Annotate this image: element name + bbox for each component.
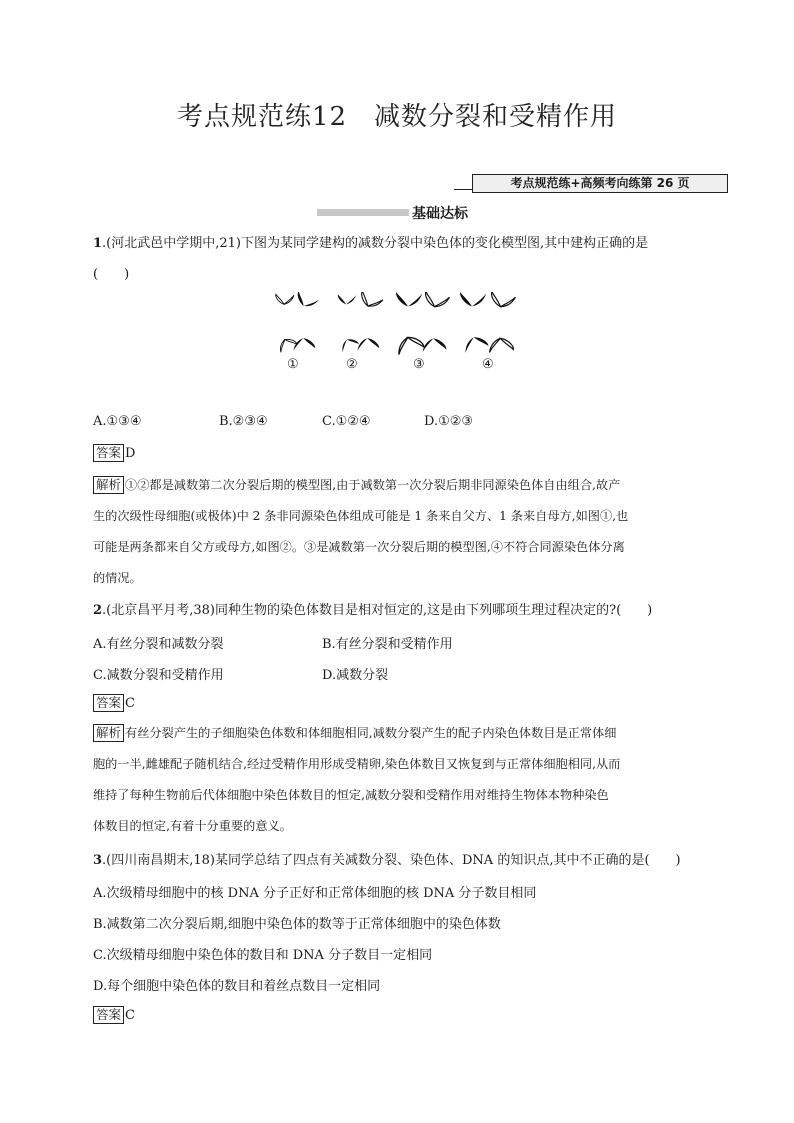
question-text: .(四川南昌期末,18)某同学总结了四点有关减数分裂、染色体、DNA 的知识点,其中不正确的是( )	[102, 853, 681, 868]
answer-value: D	[125, 446, 136, 461]
analysis-line: 胞的一半,雌雄配子随机结合,经过受精作用形成受精卵,染色体数目又恢复到与正常体细胞相同,从而	[93, 757, 621, 771]
q2-option-b: B.有丝分裂和受精作用	[322, 637, 453, 652]
q2-answer	[93, 688, 705, 719]
answer-label: 答案	[93, 1006, 124, 1024]
q3-option-b: B.减数第二次分裂后期,细胞中染色体的数等于正常体细胞中的染色体数	[93, 917, 501, 932]
nav-tag-underline	[454, 189, 472, 190]
question-1-paren: ( )	[93, 267, 130, 282]
analysis-line: 解析 有丝分裂产生的子细胞染色体数和体细胞相同,减数分裂产生的配子内染色体数目是正常体细	[93, 718, 705, 749]
q2-option-d: D.减数分裂	[322, 668, 389, 683]
q1-option-d: D.①②③	[424, 414, 474, 429]
answer-value: C	[125, 696, 135, 711]
q2-option-a: A.有丝分裂和减数分裂	[93, 637, 224, 652]
q2-analysis	[93, 718, 705, 842]
figure-label-4: ④	[482, 357, 494, 372]
analysis-line: 解析 ①②都是减数第二次分裂后期的模型图,由于减数第一次分裂后期非同源染色体自由组合,故产	[93, 470, 705, 501]
question-3-stem	[93, 845, 705, 876]
q1-answer	[93, 438, 705, 469]
question-number: 1	[93, 236, 103, 251]
question-text: .(北京昌平月考,38)同种生物的染色体数目是相对恒定的,这是由下列哪项生理过程决定的?( )	[102, 603, 653, 618]
analysis-label: 解析	[93, 724, 124, 742]
figure-label-2: ②	[346, 357, 358, 372]
q3-option-c: C.次级精母细胞中染色体的数目和 DNA 分子数目一定相同	[93, 948, 433, 963]
analysis-line: 可能是两条都来自父方或母方,如图②。③是减数第一次分裂后期的模型图,④不符合同源染色体分离	[93, 540, 625, 554]
analysis-label: 解析	[93, 476, 124, 494]
analysis-line: 体数目的恒定,有着十分重要的意义。	[93, 819, 292, 833]
figure-2-model	[338, 292, 383, 353]
q1-option-c: C.①②④	[322, 414, 371, 429]
figure-4-model	[460, 292, 516, 354]
q1-analysis	[93, 470, 705, 594]
section-bar	[317, 209, 409, 216]
q1-option-a: A.①③④	[93, 414, 142, 429]
question-2-stem	[93, 595, 705, 626]
section-title: 基础达标	[412, 206, 468, 222]
question-text: .(河北武邑中学期中,21)下图为某同学建构的减数分裂中染色体的变化模型图,其中建构正确的是	[102, 236, 649, 251]
question-1-stem	[93, 228, 705, 259]
answer-label: 答案	[93, 694, 124, 712]
figure-1-model	[276, 292, 319, 353]
figure-label-3: ③	[413, 357, 425, 372]
q3-option-a: A.次级精母细胞中的核 DNA 分子正好和正常体细胞的核 DNA 分子数目相同	[93, 886, 537, 901]
q1-option-b: B.②③④	[219, 414, 268, 429]
page-title: 考点规范练12 减数分裂和受精作用	[176, 102, 618, 132]
question-number: 2	[93, 603, 103, 618]
answer-value: C	[125, 1008, 135, 1023]
q2-option-c: C.减数分裂和受精作用	[93, 668, 224, 683]
figure-3-model	[394, 292, 449, 356]
analysis-line: 维持了每种生物前后代体细胞中染色体数目的恒定,减数分裂和受精作用对维持生物体本物种染色	[93, 788, 609, 802]
figure-label-1: ①	[287, 357, 299, 372]
analysis-line: 的情况。	[93, 571, 142, 585]
q3-answer	[93, 1000, 705, 1031]
nav-tag: 考点规范练+高频考向练第 26 页	[472, 174, 728, 193]
q3-option-d: D.每个细胞中染色体的数目和着丝点数目一定相同	[93, 979, 381, 994]
answer-label: 答案	[93, 444, 124, 462]
question-number: 3	[93, 853, 103, 868]
analysis-line: 生的次级性母细胞(或极体)中 2 条非同源染色体组成可能是 1 条来自父方、1 条来自母方,如图①,也	[93, 509, 629, 523]
